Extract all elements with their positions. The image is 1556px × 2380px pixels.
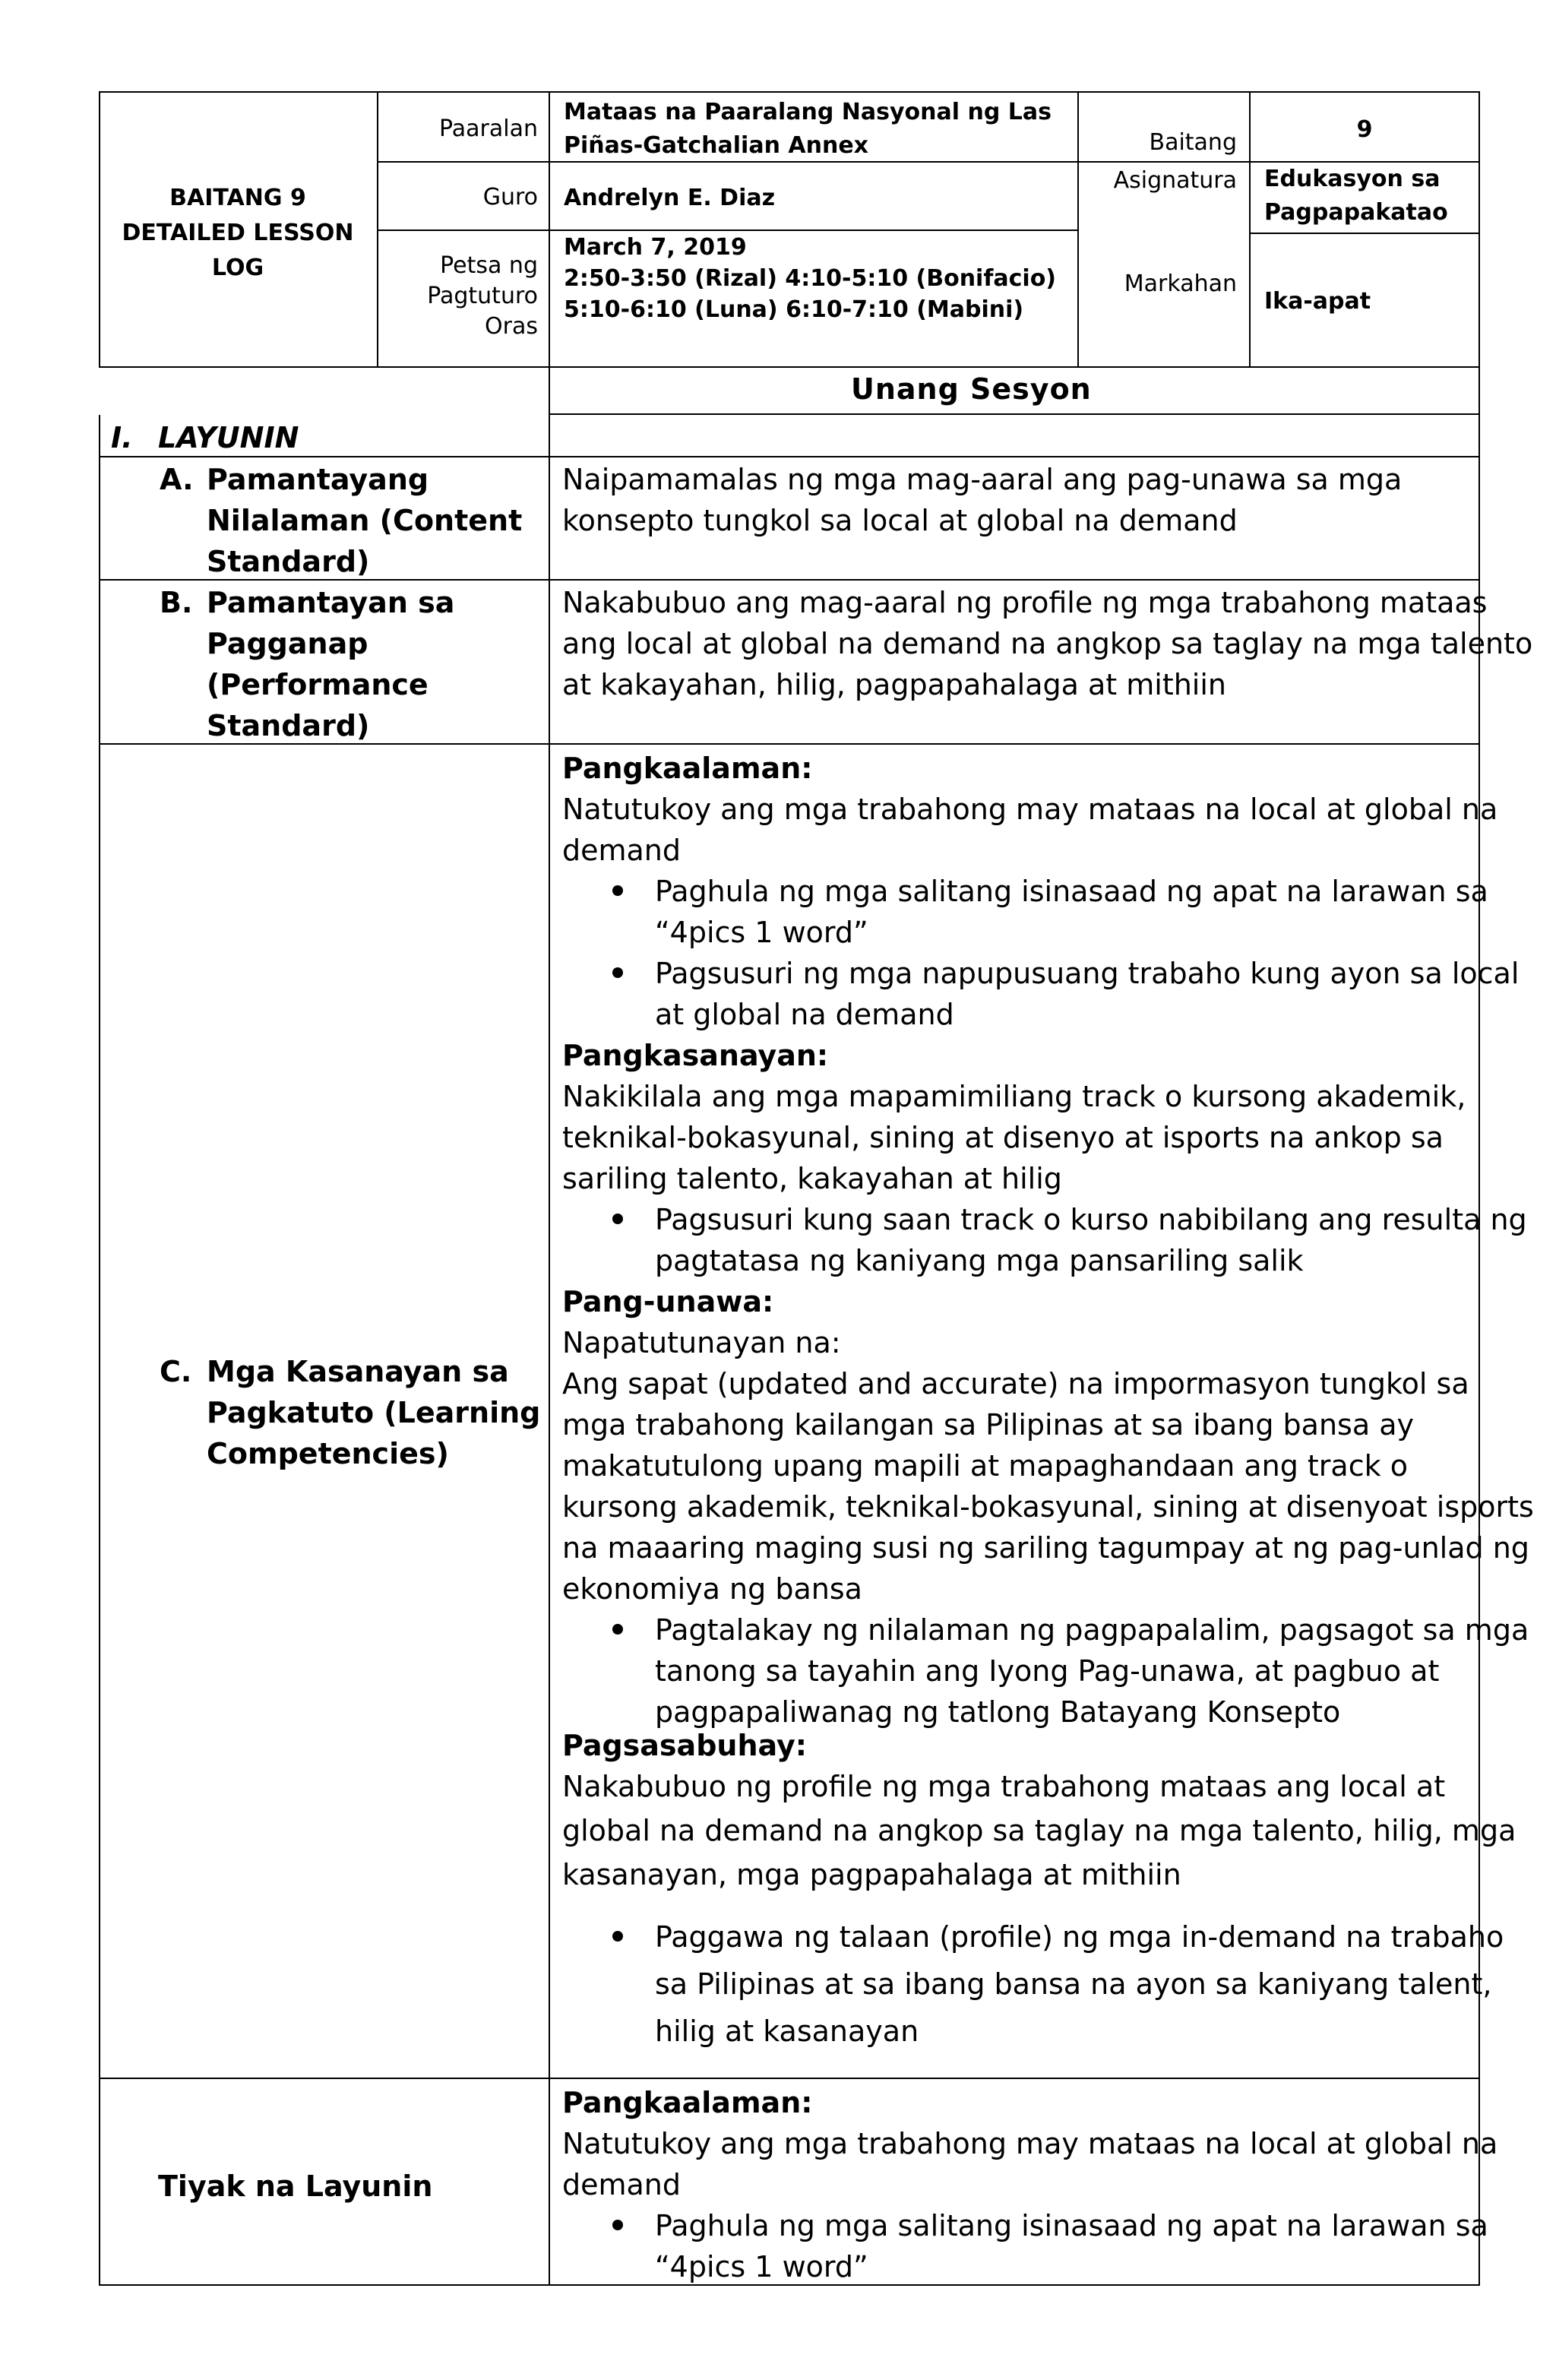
list-item: Paghula ng mga salitang isinasaad ng apat na larawan sa “4pics 1 word” [655,2209,1488,2283]
section-heading: I. LAYUNIN [111,421,299,454]
markahan-label: Markahan [1124,271,1237,297]
asignatura-label: Asignatura [1113,167,1237,194]
row-c-label: C. Mga Kasanayan sa Pagkatuto (Learning Competencies) [160,1355,541,1470]
paaralan-value: Mataas na Paaralang Nasyonal ng Las Piñas-Gatchalian Annex [564,99,1052,159]
title-line: LOG [211,255,264,281]
row-a-text: Naipamamalas ng mga mag-aaral ang pag-unawa sa mga konsepto tungkol sa local at global na demand [562,463,1403,537]
bullet-icon [612,885,623,896]
lesson-log-title [100,181,375,286]
markahan-value: Ika-apat [1264,288,1371,315]
petsa-label: Petsa ng Pagtuturo Oras [427,252,538,340]
bullet-icon [612,1624,623,1635]
list-item: Pagsusuri kung saan track o kurso nabibilang ang resulta ng pagtatasa ng kaniyang mga pansariling salik [655,1203,1527,1277]
baitang-label: Baitang [1149,129,1237,156]
bullet-icon [612,1214,623,1224]
title-line: BAITANG 9 [169,185,306,211]
bullet-icon [612,1931,623,1942]
list-item: Pagsusuri ng mga napupusuang trabaho kung ayon sa local at global na demand [655,957,1520,1031]
bullet-icon [612,967,623,978]
petsa-value: March 7, 2019 2:50-3:50 (Rizal) 4:10-5:10 (Bonifacio) 5:10-6:10 (Luna) 6:10-7:10 (Mabini) [564,234,1057,323]
row-b-text: Nakabubuo ang mag-aaral ng profile ng mga trabahong mataas ang local at global na demand na angkop sa taglay na mga talento at kakayahan, hilig, pagpapahalaga at mithiin [562,586,1533,701]
list-item: Pagtalakay ng nilalaman ng pagpapalalim, pagsagot sa mga tanong sa tayahin ang Iyong Pag-unawa, at pagbuo at pagpapaliwanag ng tatlong Batayang Konsepto [655,1613,1529,1729]
title-line: DETAILED LESSON [122,220,354,246]
tiyak-layunin-block: Pangkaalaman: Natutukoy ang mga trabahong may mataas na local at global na demand [562,2086,1498,2201]
row-b-label: B. Pamantayan sa Pagganap (Performance Standard) [160,586,455,742]
pagsasabuhay-block: Pagsasabuhay: Nakabubuo ng profile ng mga trabahong mataas ang local at global na demand na angkop sa taglay na mga talento, hilig, mga kasanayan, mga pagpapahalaga at mithiin [562,1729,1516,1891]
pangkaalaman-block: Pangkaalaman: Natutukoy ang mga trabahong may mataas na local at global na demand [562,752,1498,867]
baitang-value: 9 [1356,116,1373,143]
paaralan-label: Paaralan [439,116,538,142]
row-d-label: Tiyak na Layunin [158,2170,433,2203]
pangkasanayan-block: Pangkasanayan: Nakikilala ang mga mapamimiliang track o kursong akademik, teknikal-bokasyunal, sining at disenyo at isports na ankop sa sariling talento, kakayahan at hilig [562,1039,1466,1195]
list-item: Paggawa ng talaan (profile) ng mga in-demand na trabaho sa Pilipinas at sa ibang bansa na ayon sa kaniyang talent, hilig at kasanayan [655,1920,1504,2048]
bullet-icon [612,2220,623,2230]
row-a-label: A. Pamantayang Nilalaman (Content Standard) [160,463,523,578]
guro-label: Guro [482,184,538,210]
list-item: Paghula ng mga salitang isinasaad ng apat na larawan sa “4pics 1 word” [655,875,1488,949]
asignatura-value: Edukasyon sa Pagpapakatao [1264,166,1448,226]
pangunawa-block: Pang-unawa: Napatutunayan na: Ang sapat (updated and accurate) na impormasyon tungkol sa mga trabahong kailangan sa Pilipinas at sa ibang bansa ay makatutulong upang mapili at mapaghandaan ang track o kursong akademik, teknikal-bokasyunal, sining at disenyoat isports na maaaring maging susi ng sariling tagumpay at ng pag-unlad ng ekonomiya ng bansa [562,1285,1534,1606]
session-title: Unang Sesyon [851,372,1092,406]
guro-value: Andrelyn E. Diaz [564,185,776,211]
